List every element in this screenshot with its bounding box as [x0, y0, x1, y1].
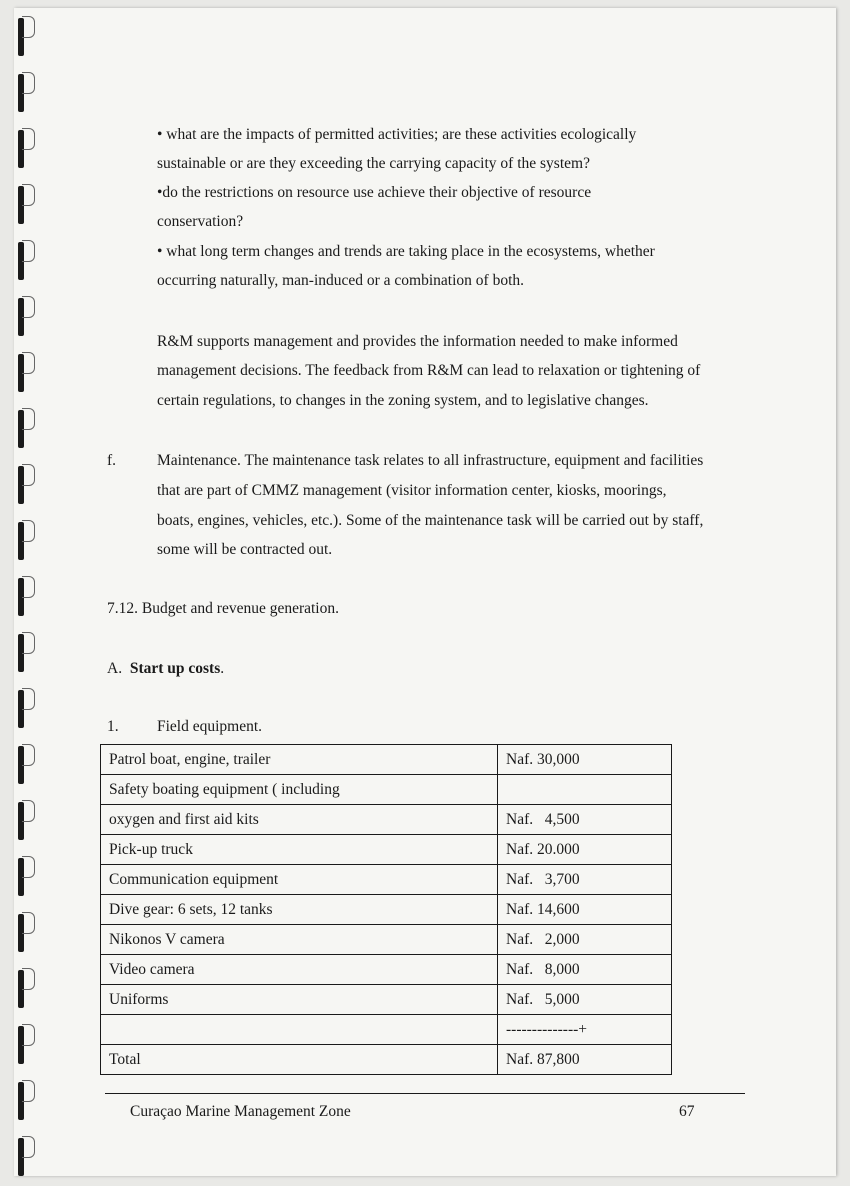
item-cell: [101, 1015, 498, 1045]
subsection-heading: [107, 654, 224, 683]
binding-ring: [18, 186, 36, 224]
total-label-cell: Total: [101, 1045, 498, 1075]
cost-cell: Naf. 2,000: [498, 925, 672, 955]
table-row: [101, 1045, 672, 1075]
field-equipment-table: [100, 744, 672, 1075]
cost-cell: Naf. 20.000: [498, 835, 672, 865]
item-number: 1.: [107, 718, 119, 735]
table-row: [101, 955, 672, 985]
table-row: [101, 985, 672, 1015]
item-cell: Uniforms: [101, 985, 498, 1015]
rm-paragraph-line-2: management decisions. The feedback from R&M can lead to relaxation or tightening of: [157, 362, 701, 379]
bullet-1-line-2: sustainable or are they exceeding the carrying capacity of the system?: [157, 155, 590, 172]
binding-ring: [18, 130, 36, 168]
maintenance-line-1: Maintenance. The maintenance task relates to all infrastructure, equipment and facilities: [157, 452, 704, 469]
item-cell: Nikonos V camera: [101, 925, 498, 955]
rm-paragraph-line-1: R&M supports management and provides the information needed to make informed: [157, 333, 678, 350]
binding-ring: [18, 914, 36, 952]
item-title: Field equipment.: [157, 718, 263, 735]
table-row: [101, 775, 672, 805]
binding-ring: [18, 1082, 36, 1120]
item-cell: Dive gear: 6 sets, 12 tanks: [101, 895, 498, 925]
binding-ring: [18, 1138, 36, 1176]
binding-ring: [18, 466, 36, 504]
maintenance-line-2: that are part of CMMZ management (visitor information center, kiosks, moorings,: [157, 482, 667, 499]
table-row: [101, 835, 672, 865]
bullet-3-line-1: • what long term changes and trends are taking place in the ecosystems, whether: [157, 243, 655, 260]
page-number: 67: [679, 1103, 695, 1120]
binding-ring: [18, 18, 36, 56]
item-cell: oxygen and first aid kits: [101, 805, 498, 835]
item-cell: Video camera: [101, 955, 498, 985]
cost-cell: Naf. 4,500: [498, 805, 672, 835]
footer-title: Curaçao Marine Management Zone: [130, 1103, 351, 1120]
binding-ring: [18, 578, 36, 616]
cost-cell: Naf. 5,000: [498, 985, 672, 1015]
table-row: [101, 805, 672, 835]
footer-rule: [105, 1093, 745, 1094]
binding-ring: [18, 970, 36, 1008]
binding-ring: [18, 858, 36, 896]
item-cell: Patrol boat, engine, trailer: [101, 745, 498, 775]
cost-cell: Naf. 8,000: [498, 955, 672, 985]
binding-ring: [18, 522, 36, 560]
cost-cell: Naf. 3,700: [498, 865, 672, 895]
binding-ring: [18, 746, 36, 784]
binding-ring: [18, 298, 36, 336]
item-cell: Communication equipment: [101, 865, 498, 895]
table-row: [101, 745, 672, 775]
binding-ring: [18, 690, 36, 728]
rm-paragraph-line-3: certain regulations, to changes in the zoning system, and to legislative changes.: [157, 392, 649, 409]
table-row: [101, 895, 672, 925]
maintenance-line-3: boats, engines, vehicles, etc.). Some of the maintenance task will be carried out by staff,: [157, 512, 704, 529]
cost-cell: Naf. 14,600: [498, 895, 672, 925]
item-cell: Safety boating equipment ( including: [101, 775, 498, 805]
binding-ring: [18, 634, 36, 672]
cost-cell: --------------+: [498, 1015, 672, 1045]
maintenance-line-4: some will be contracted out.: [157, 541, 333, 558]
subsection-letter: A.: [107, 660, 123, 677]
table-row: [101, 1015, 672, 1045]
binding-ring: [18, 1026, 36, 1064]
binding-ring: [18, 242, 36, 280]
subsection-suffix: .: [220, 660, 225, 677]
bullet-3-line-2: occurring naturally, man-induced or a combination of both.: [157, 272, 525, 289]
bullet-2-line-1: •do the restrictions on resource use achieve their objective of resource: [157, 184, 592, 201]
table-row: [101, 925, 672, 955]
bullet-2-line-2: conservation?: [157, 213, 244, 230]
subsection-title: Start up costs: [129, 660, 221, 677]
binding-ring: [18, 354, 36, 392]
total-cost-cell: Naf. 87,800: [498, 1045, 672, 1075]
table-row: [101, 865, 672, 895]
bullet-1-line-1: • what are the impacts of permitted activities; are these activities ecologically: [157, 126, 637, 143]
binding-ring: [18, 74, 36, 112]
binding-ring: [18, 802, 36, 840]
section-heading: 7.12. Budget and revenue generation.: [107, 600, 339, 617]
spiral-binding: [0, 0, 40, 1186]
item-cell: Pick-up truck: [101, 835, 498, 865]
maintenance-label: f.: [107, 452, 117, 469]
binding-ring: [18, 410, 36, 448]
cost-cell: [498, 775, 672, 805]
cost-cell: Naf. 30,000: [498, 745, 672, 775]
